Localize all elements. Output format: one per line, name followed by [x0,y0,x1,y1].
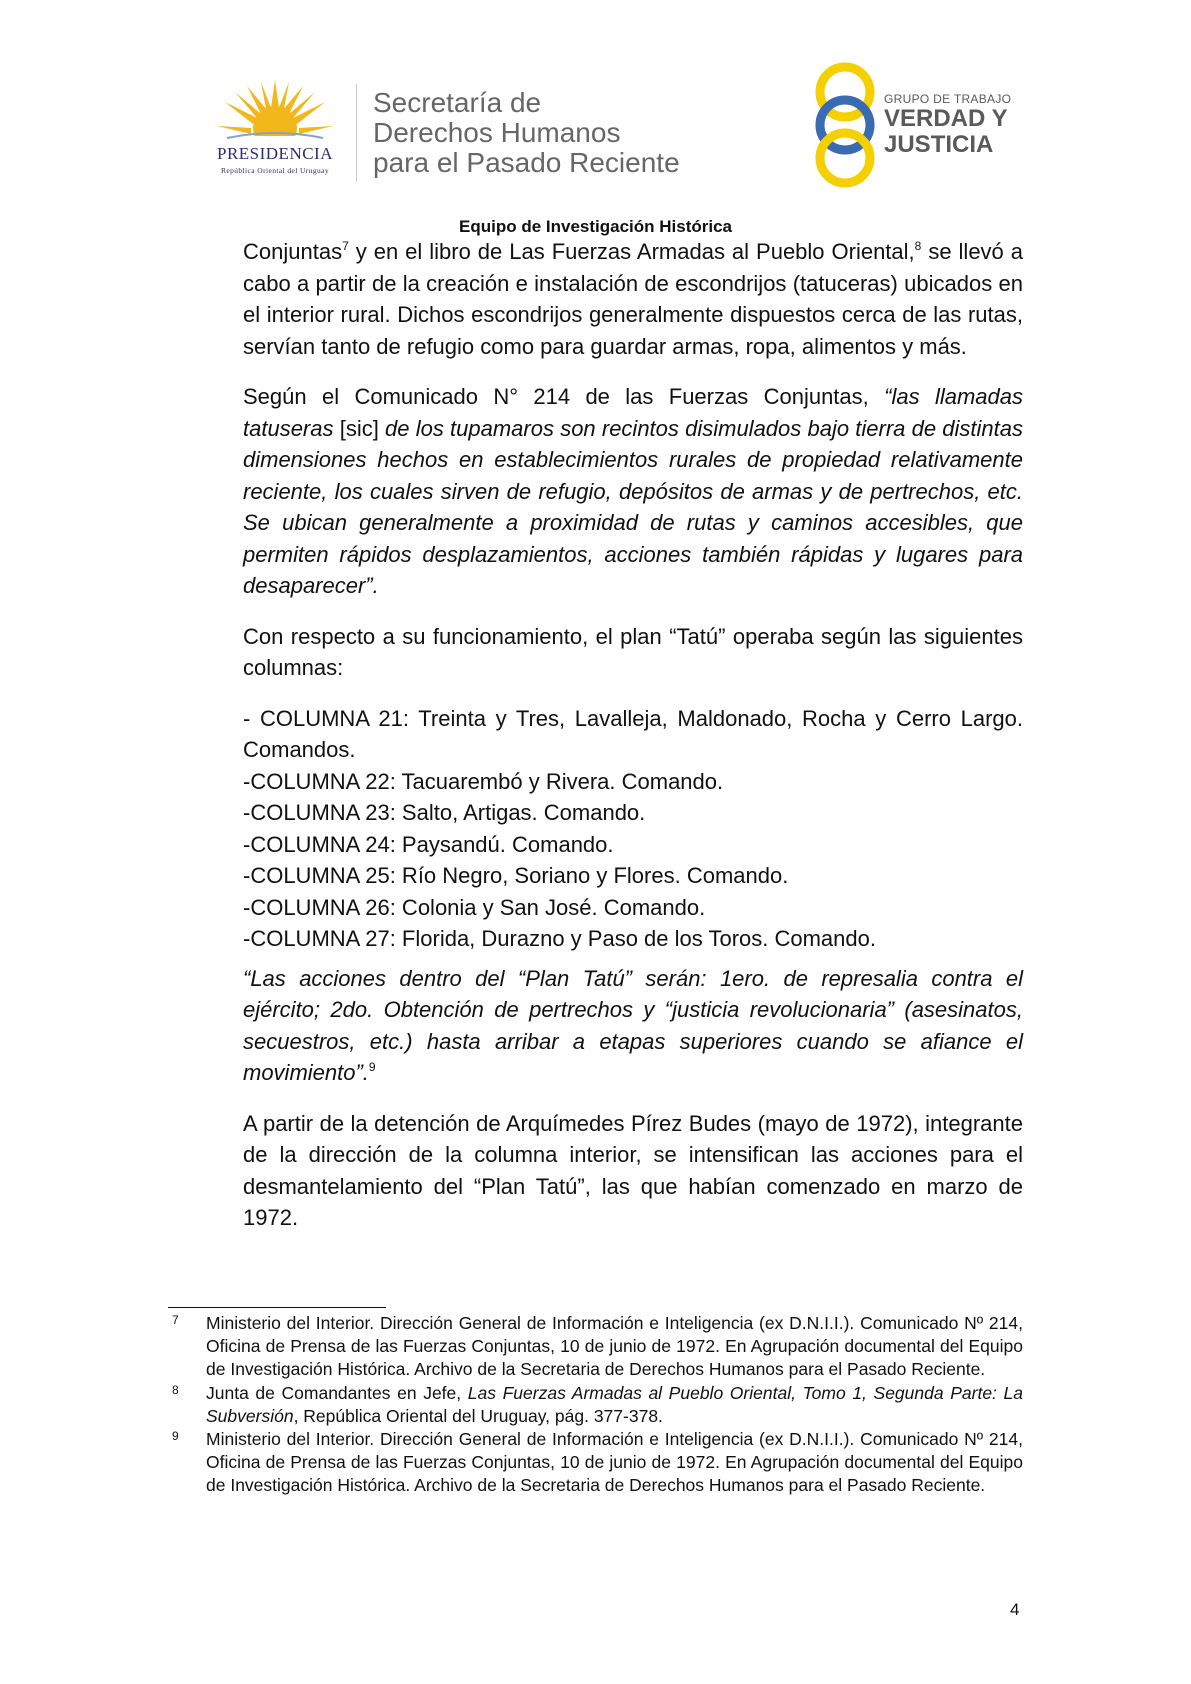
p4-quote: “Las acciones dentro del “Plan Tatú” serán: 1ero. de represalia contra el ejército; 2do. Obtención de pertrechos y “justicia revolucionaria” (asesinatos, secuestros, etc.) hasta arribar a etapas superiores cuando se afiance el movimiento”. [243,965,1023,1085]
grupo-trabajo-logo [810,60,1030,190]
paragraph-4 [243,963,1023,1089]
p1-text-a: Conjuntas [243,239,343,264]
paragraph-3: Con respecto a su funcionamiento, el plan “Tatú” operaba según las siguientes columnas: [243,623,1023,680]
p2-quote-a: “las llamadas tatuseras [243,384,1023,441]
footnote-number: 7 [172,1313,179,1327]
column-item: -COLUMNA 27: Florida, Durazno y Paso de los Toros. Comando. [243,926,876,951]
footnote-text: Ministerio del Interior. Dirección General de Información e Inteligencia (ex D.N.I.I.). Comunicado Nº 214, Oficina de Prensa de las Fuerzas Conjuntas, 10 de junio de 1972. En Agrupación documental del Equipo de Investigación Histórica. Archivo de la Secretaria de Derechos Humanos para el Pasado Reciente. [206,1429,1023,1496]
column-item: -COLUMNA 25: Río Negro, Soriano y Flores. Comando. [243,863,789,888]
column-item: -COLUMNA 24: Paysandú. Comando. [243,831,614,857]
presidencia-name: PRESIDENCIA [216,144,333,163]
footnote-number: 9 [172,1429,179,1444]
secretaria-line-3: para el Pasado Reciente [373,147,680,178]
grupo-trabajo-text [884,92,1011,158]
footnote-9 [168,1428,1023,1498]
document-body [243,236,1023,1253]
p2-quote-b: de los tupamaros son recintos disimulados bajo tierra de distintas dimensiones hechos en establecimientos rurales de propiedad relativamente reciente, los cuales sirven de refugio, depósitos de armas y de pertrechos, etc. Se ubican generalmente a proximidad de rutas y caminos accesibles, que permiten rápidos desplazamientos, acciones también rápidas y lugares para desaparecer”. [243,415,1023,598]
secretaria-title [373,88,680,178]
footnote-book-title: Las Fuerzas Armadas al Pueblo Oriental, Tomo 1, Segunda Parte: La Subversión [206,1382,1024,1426]
sun-of-may-icon [217,78,333,144]
footnote-number: 8 [172,1382,179,1397]
page-number: 4 [1010,1600,1020,1619]
column-item: -COLUMNA 22: Tacuarembó y Rivera. Comando. [243,768,724,794]
team-title: Equipo de Investigación Histórica [459,217,732,236]
footnote-text-a: Junta de Comandantes en Jefe, [206,1382,468,1403]
footnote-separator [168,1307,386,1308]
footnote-ref-7[interactable]: 7 [342,239,349,253]
column-item: - COLUMNA 21: Treinta y Tres, Lavalleja, Maldonado, Rocha y Cerro Largo. Comandos. [243,705,1023,762]
presidencia-subtitle: República Oriental del Uruguay [220,166,329,175]
p2-text-b: [sic] [333,415,386,441]
p1-text-c: se llevó a cabo a partir de la creación e instalación de escondrijos (tatuceras) ubicados en el interior rural. Dichos escondrijos generalmente dispuestos cerca de las rutas, servían tanto de refugio como para guardar armas, ropa, alimentos y más. [243,239,1024,359]
p2-text-a: Según el Comunicado N° 214 de las Fuerzas Conjuntas, [243,384,885,409]
footnotes [168,1312,1023,1498]
secretaria-line-1: Secretaría de [373,87,542,118]
grupo-line-2: VERDAD Y [884,105,1008,132]
paragraph-2 [243,381,1023,602]
footnote-7 [168,1312,1023,1382]
grupo-line-3: JUSTICIA [884,131,994,158]
paragraph-1 [243,236,1023,362]
p1-text-b: y en el libro de Las Fuerzas Armadas al Pueblo Oriental, [348,239,915,264]
secretaria-line-2: Derechos Humanos [373,117,621,148]
paragraph-5: A partir de la detención de Arquímedes Pírez Budes (mayo de 1972), integrante de la dirección de la columna interior, se intensifican las acciones para el desmantelamiento del “Plan Tatú”, las que habían comenzado en marzo de 1972. [243,1110,1023,1230]
column-item: -COLUMNA 26: Colonia y San José. Comando. [243,894,706,920]
grupo-line-1: GRUPO DE TRABAJO [884,92,1012,106]
column-item: -COLUMNA 23: Salto, Artigas. Comando. [243,800,646,825]
presidencia-logo [195,78,355,183]
footnote-text-b: , República Oriental del Uruguay, pág. 377-378. [293,1405,663,1426]
interlocking-rings-icon [810,60,880,190]
footnote-ref-9[interactable]: 9 [368,1060,376,1074]
header-divider [356,84,357,182]
footnote-text: Ministerio del Interior. Dirección General de Información e Inteligencia (ex D.N.I.I.). Comunicado Nº 214, Oficina de Prensa de las Fuerzas Conjuntas, 10 de junio de 1972. En Agrupación documental del Equipo de Investigación Histórica. Archivo de la Secretaria de Derechos Humanos para el Pasado Reciente. [206,1313,1023,1380]
columns-list [243,703,1023,955]
page-header [0,0,1191,210]
footnote-8 [168,1382,1023,1428]
footnote-ref-8[interactable]: 8 [914,239,922,253]
